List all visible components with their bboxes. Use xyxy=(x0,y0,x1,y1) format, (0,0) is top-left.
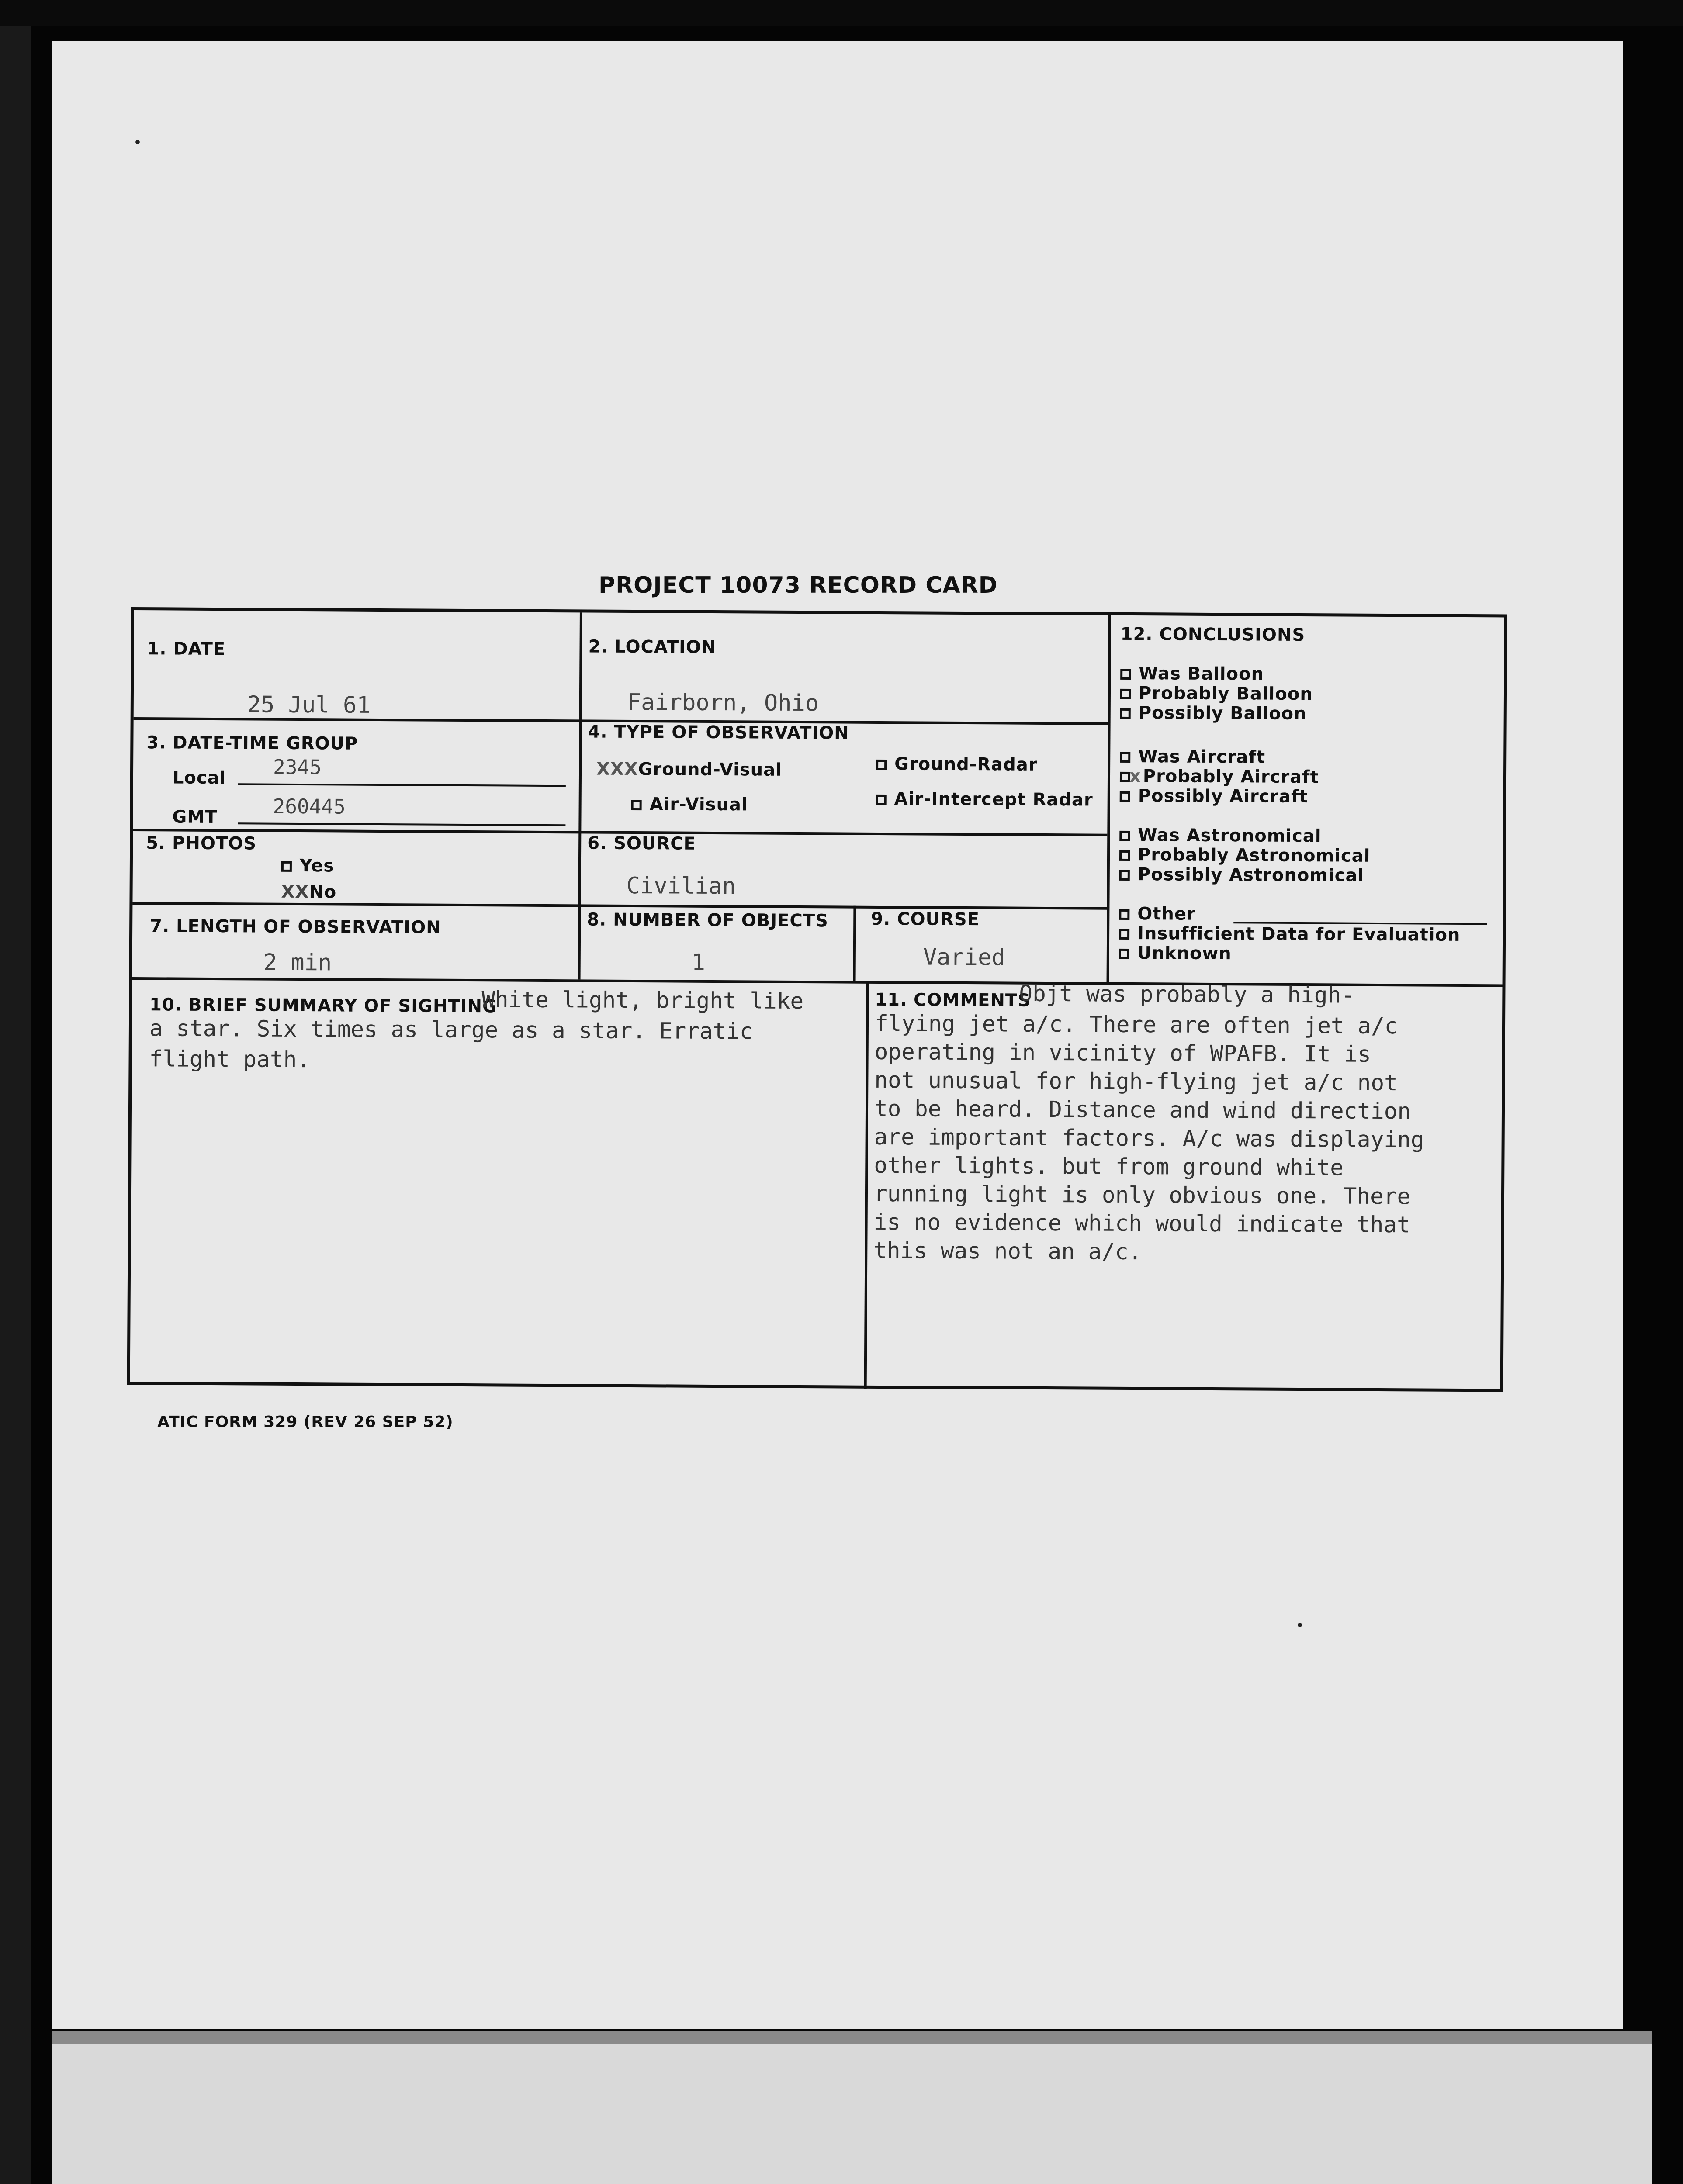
divider xyxy=(578,612,582,979)
conclusion-label: Insufficient Data for Evaluation xyxy=(1137,923,1461,945)
speck xyxy=(135,140,140,144)
air-intercept-label: Air-Intercept Radar xyxy=(894,789,1093,810)
conclusion-label: Was Balloon xyxy=(1139,663,1264,684)
photos-no-mark: XX xyxy=(281,881,309,902)
conclusion-label: Possibly Astronomical xyxy=(1137,864,1364,886)
photos-no-label: No xyxy=(309,882,337,902)
form-number: ATIC FORM 329 (REV 26 SEP 52) xyxy=(157,1413,454,1431)
divider xyxy=(132,902,1107,910)
conclusion-was-astronomical[interactable] xyxy=(1119,825,1322,846)
num-objects-label: 8. NUMBER OF OBJECTS xyxy=(587,909,829,931)
checked-mark: x xyxy=(1129,766,1141,787)
conclusion-checkbox[interactable] xyxy=(1119,870,1130,881)
course-label: 9. COURSE xyxy=(871,909,980,930)
conclusion-label: Possibly Balloon xyxy=(1138,703,1307,724)
conclusion-label: Other xyxy=(1137,904,1196,924)
date-value: 25 Jul 61 xyxy=(247,691,371,719)
divider xyxy=(864,981,869,1389)
conclusion-checkbox[interactable] xyxy=(1120,708,1131,719)
course-value: Varied xyxy=(923,944,1005,971)
dtg-label: 3. DATE-TIME GROUP xyxy=(146,733,358,754)
comments-label: 11. COMMENTS xyxy=(875,989,1031,1011)
air-visual-checkbox[interactable] xyxy=(631,800,642,810)
conclusion-label: Probably Astronomical xyxy=(1137,845,1371,866)
film-edge-left xyxy=(0,0,31,2184)
conclusion-possibly-astronomical[interactable] xyxy=(1119,864,1364,886)
comment-line: Objt was probably a high- xyxy=(1019,981,1355,1009)
conclusion-checkbox[interactable] xyxy=(1120,669,1131,680)
air-intercept-option[interactable] xyxy=(876,789,1093,810)
conclusion-label: Was Aircraft xyxy=(1138,746,1266,767)
location-label: 2. LOCATION xyxy=(588,636,717,658)
air-visual-label: Air-Visual xyxy=(649,794,748,815)
ground-radar-option[interactable] xyxy=(876,754,1038,775)
conclusion-checkbox[interactable] xyxy=(1120,791,1130,802)
conclusion-checkbox[interactable] xyxy=(1120,772,1130,782)
source-label: 6. SOURCE xyxy=(587,833,696,854)
summary-line: a star. Six times as large as a star. Erratic xyxy=(149,1016,753,1045)
comment-line: running light is only obvious one. There xyxy=(873,1181,1411,1210)
conclusion-checkbox[interactable] xyxy=(1119,831,1130,841)
source-value: Civilian xyxy=(626,872,736,900)
record-card xyxy=(127,607,1507,1392)
conclusion-other[interactable] xyxy=(1119,904,1196,924)
photos-yes-option[interactable] xyxy=(281,856,334,876)
conclusion-checkbox[interactable] xyxy=(1119,909,1129,920)
conclusion-label: Was Astronomical xyxy=(1138,825,1322,847)
photos-yes-label: Yes xyxy=(299,856,335,876)
conclusion-label: Possibly Aircraft xyxy=(1138,786,1308,807)
conclusion-label: Unknown xyxy=(1137,943,1232,964)
dtg-local-label: Local xyxy=(172,767,226,788)
date-label: 1. DATE xyxy=(147,639,226,660)
ground-radar-checkbox[interactable] xyxy=(876,760,887,770)
film-edge-top xyxy=(0,0,1683,26)
ground-visual-option[interactable] xyxy=(596,759,782,780)
ground-visual-mark: XXX xyxy=(596,759,638,780)
air-visual-option[interactable] xyxy=(631,794,748,815)
photos-label: 5. PHOTOS xyxy=(146,833,257,854)
comment-line: are important factors. A/c was displaying xyxy=(874,1124,1424,1153)
conclusion-label: Probably Aircraft xyxy=(1143,766,1319,788)
comment-line: is no evidence which would indicate that xyxy=(873,1209,1410,1238)
conclusion-possibly-balloon[interactable] xyxy=(1120,703,1307,724)
comment-line: other lights. but from ground white xyxy=(874,1152,1344,1181)
conclusion-unknown[interactable] xyxy=(1119,943,1232,964)
comment-line: this was not an a/c. xyxy=(873,1237,1142,1265)
air-intercept-checkbox[interactable] xyxy=(876,795,887,805)
dtg-gmt-value: 260445 xyxy=(273,794,346,819)
length-value: 2 min xyxy=(263,949,332,976)
conclusion-probably-balloon[interactable] xyxy=(1120,683,1313,704)
conclusion-checkbox[interactable] xyxy=(1119,949,1129,959)
conclusion-checkbox[interactable] xyxy=(1119,929,1129,940)
page-title: PROJECT 10073 RECORD CARD xyxy=(599,572,998,598)
comment-line: to be heard. Distance and wind direction xyxy=(874,1095,1411,1125)
dtg-gmt-label: GMT xyxy=(172,807,218,828)
conclusion-checkbox[interactable] xyxy=(1120,689,1131,699)
photos-no-option[interactable] xyxy=(281,882,336,902)
local-underline xyxy=(238,783,566,787)
ground-radar-label: Ground-Radar xyxy=(894,754,1038,775)
summary-line: flight path. xyxy=(149,1046,311,1073)
conclusion-was-aircraft[interactable] xyxy=(1120,746,1265,767)
type-observation-label: 4. TYPE OF OBSERVATION xyxy=(588,722,849,743)
conclusion-probably-aircraft[interactable] xyxy=(1120,766,1319,787)
ground-visual-label: Ground-Visual xyxy=(638,759,783,780)
conclusion-checkbox[interactable] xyxy=(1119,850,1130,861)
length-label: 7. LENGTH OF OBSERVATION xyxy=(150,916,441,938)
divider xyxy=(1107,615,1111,982)
conclusion-probably-astronomical[interactable] xyxy=(1119,845,1371,866)
conclusion-checkbox[interactable] xyxy=(1120,752,1130,763)
location-value: Fairborn, Ohio xyxy=(627,689,819,717)
summary-line: White light, bright like xyxy=(481,987,804,1015)
conclusions-label: 12. CONCLUSIONS xyxy=(1120,624,1306,646)
conclusion-insufficient-data[interactable] xyxy=(1119,923,1461,945)
comment-line: not unusual for high-flying jet a/c not xyxy=(874,1067,1398,1096)
divider xyxy=(853,906,856,982)
comment-line: operating in vicinity of WPAFB. It is xyxy=(874,1039,1371,1068)
photos-yes-checkbox[interactable] xyxy=(281,861,292,872)
comment-line: flying jet a/c. There are often jet a/c xyxy=(874,1010,1398,1040)
conclusion-possibly-aircraft[interactable] xyxy=(1120,786,1308,807)
lower-background xyxy=(52,2044,1652,2184)
num-objects-value: 1 xyxy=(691,949,706,976)
speck xyxy=(1298,1623,1302,1627)
summary-label: 10. BRIEF SUMMARY OF SIGHTING xyxy=(149,995,497,1017)
conclusion-label: Probably Balloon xyxy=(1138,683,1313,705)
conclusion-was-balloon[interactable] xyxy=(1120,663,1264,684)
dtg-local-value: 2345 xyxy=(273,755,322,779)
gmt-underline xyxy=(238,822,565,826)
